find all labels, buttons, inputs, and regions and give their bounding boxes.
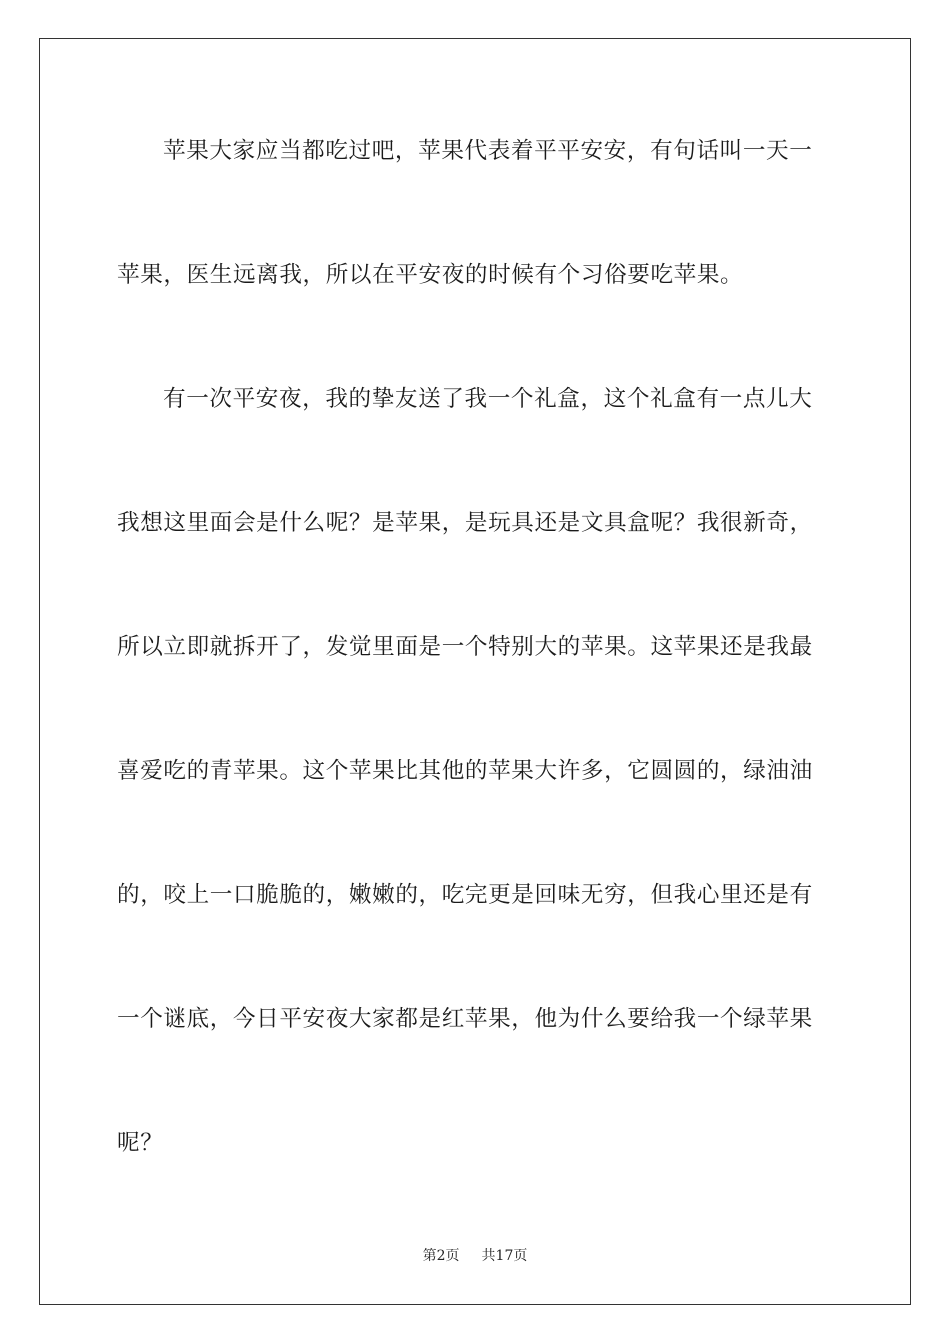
paragraph-2-line-1: 有一次平安夜，我的挚友送了我一个礼盒，这个礼盒有一点儿大 — [163, 386, 813, 412]
paragraph-2-line-4: 喜爱吃的青苹果。这个苹果比其他的苹果大许多，它圆圆的，绿油油 — [117, 758, 813, 784]
paragraph-1-line-1: 苹果大家应当都吃过吧，苹果代表着平平安安，有句话叫一天一 — [163, 138, 813, 164]
page-total: 共17页 — [481, 1248, 528, 1264]
page-number: 第2页 — [422, 1248, 460, 1264]
paragraph-2-line-3: 所以立即就拆开了，发觉里面是一个特别大的苹果。这苹果还是我最 — [117, 634, 813, 660]
paragraph-2-line-7: 呢？ — [117, 1130, 164, 1156]
paragraph-1-line-2: 苹果，医生远离我，所以在平安夜的时候有个习俗要吃苹果。 — [117, 262, 744, 288]
paragraph-2-line-2: 我想这里面会是什么呢？是苹果，是玩具还是文具盒呢？我很新奇， — [117, 510, 813, 536]
page-border — [39, 38, 911, 1305]
paragraph-2-line-6: 一个谜底，今日平安夜大家都是红苹果，他为什么要给我一个绿苹果 — [117, 1006, 813, 1032]
page-footer — [0, 1247, 950, 1265]
paragraph-2-line-5: 的，咬上一口脆脆的，嫩嫩的，吃完更是回味无穷，但我心里还是有 — [117, 882, 813, 908]
